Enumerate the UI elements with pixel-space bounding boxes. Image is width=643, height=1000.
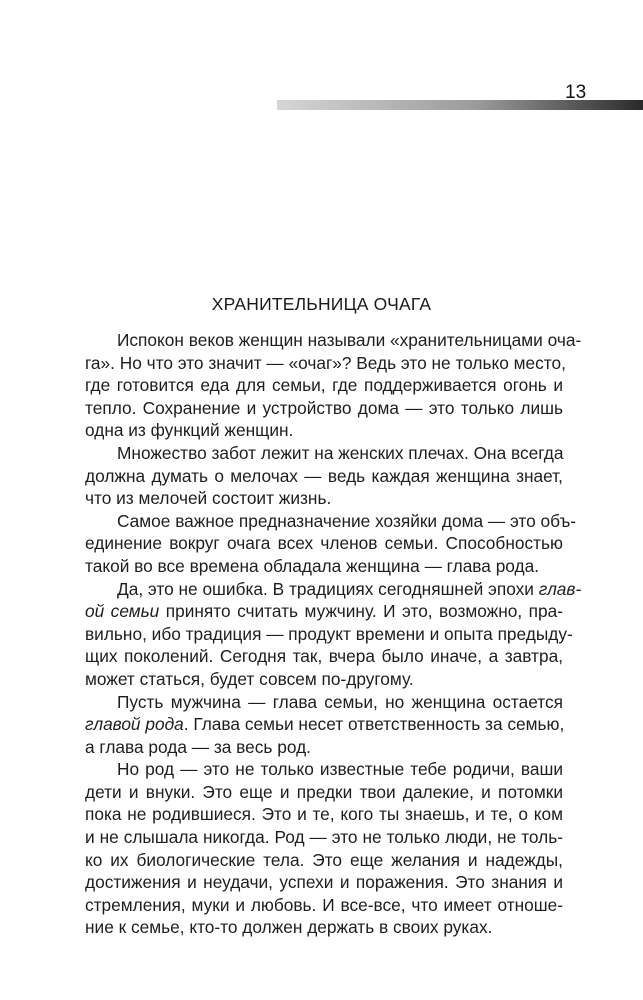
text-line: вильно, ибо традиция — продукт времени и опыта предыду- [85, 623, 573, 644]
paragraph [85, 758, 563, 939]
text-line: дети и внуки. Это еще и предки твои далекие, и потомки [85, 781, 563, 802]
text-run: Да, это не ошибка. В традициях сегодняшней эпохи [117, 578, 539, 599]
paragraph [85, 578, 582, 691]
text-run: . Глава семьи несет ответственность за семью, [183, 714, 565, 735]
text-line: га». Но что это значит — «очаг»? Ведь это не только место, [85, 352, 566, 373]
text-run: принято считать мужчину. И это, возможно, пра- [159, 601, 563, 622]
body-text [85, 329, 582, 939]
text-line: Но род — это не только известные тебе родичи, ваши [117, 759, 563, 780]
paragraph [85, 442, 563, 510]
text-line: может статься, будет совсем по-другому. [85, 668, 414, 689]
text-line: такой во все времена обладала женщина — глава рода. [85, 555, 540, 576]
paragraph [85, 510, 577, 578]
paragraph [85, 691, 563, 759]
italic-term: главой рода [85, 714, 184, 735]
text-line: щих поколений. Сегодня так, вчера было иначе, а завтра, [85, 646, 563, 667]
text-line: Испокон веков женщин называли «хранительницами оча- [117, 330, 582, 350]
text-line: что из мелочей состоит жизнь. [85, 488, 332, 509]
text-line [85, 600, 563, 623]
text-line: Самое важное предназначение хозяйки дома — это объ- [117, 510, 577, 531]
text-line: ние к семье, кто-то должен держать в своих руках. [85, 917, 493, 938]
italic-term: ой семьи [85, 601, 160, 622]
text-line: одна из функций женщин. [85, 420, 294, 441]
page-number: 13 [565, 82, 587, 103]
text-line [85, 713, 563, 736]
text-line: а глава рода — за весь род. [85, 736, 311, 757]
text-line: Множество забот лежит на женских плечах. Она всегда [117, 442, 564, 463]
text-line: стремления, муки и любовь. И все-все, что имеет отноше- [85, 894, 563, 915]
italic-term: глав- [538, 578, 582, 599]
text-line: единение вокруг очага всех членов семьи. Способностью [85, 533, 563, 554]
text-line: должна думать о мелочах — ведь каждая женщина знает, [85, 465, 563, 486]
text-line [85, 578, 582, 601]
text-line: и не слышала никогда. Род — это не только люди, не толь- [85, 827, 563, 848]
chapter-title: ХРАНИТЕЛЬНИЦА ОЧАГА [211, 294, 432, 314]
text-line: где готовится еда для семьи, где поддерживается огонь и [85, 375, 563, 396]
text-line: Пусть мужчина — глава семьи, но женщина остается [117, 691, 563, 712]
text-line: ко их биологические тела. Это еще желания и надежды, [85, 849, 563, 870]
text-line: тепло. Сохранение и устройство дома — это только лишь [85, 397, 563, 418]
text-line: достижения и неудачи, успехи и поражения. Это знания и [85, 872, 563, 893]
header-rule [277, 100, 643, 110]
paragraph [85, 329, 582, 442]
text-line: пока не родившиеся. Это и те, кого ты знаешь, и те, о ком [85, 804, 563, 825]
